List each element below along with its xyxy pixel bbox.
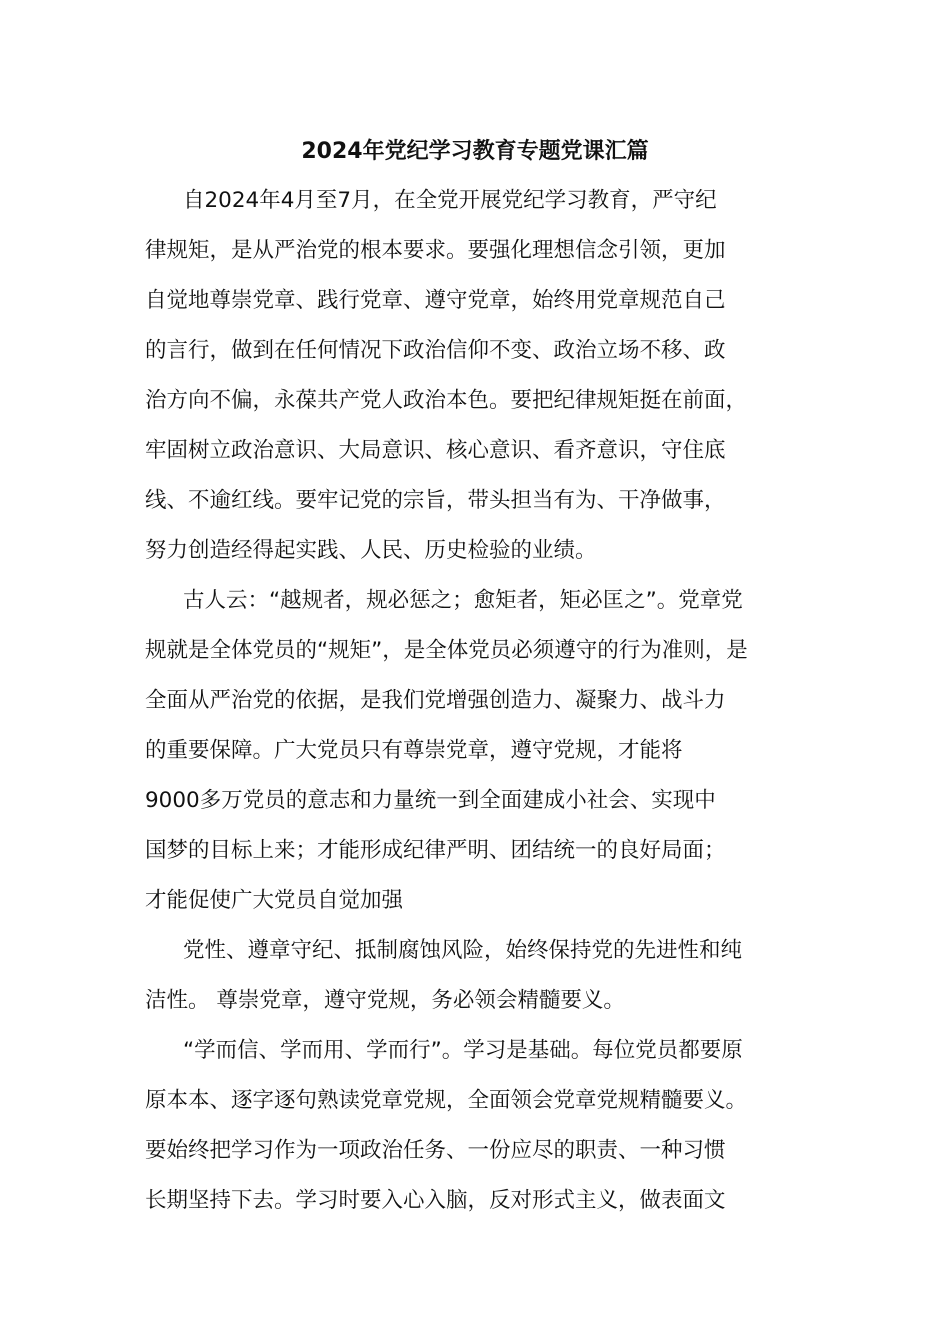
text-line: 自觉地尊崇党章、践行党章、遵守党章，始终用党章规范自己 [145,288,726,313]
document-title: 2024年党纪学习教育专题党课汇篇 [301,139,649,164]
text-line: 党性、遵章守纪、抵制腐蚀风险，始终保持党的先进性和纯 [183,938,743,963]
text-line: 规就是全体党员的“规矩”，是全体党员必须遵守的行为准则，是 [145,638,748,663]
text-line: “学而信、学而用、学而行”。学习是基础。每位党员都要原 [183,1038,743,1063]
text-line: 的重要保障。广大党员只有尊崇党章，遵守党规，才能将 [145,738,683,763]
document-body [145,176,825,1226]
text-line: 原本本、逐字逐句熟读党章党规，全面领会党章党规精髓要义。 [145,1088,748,1113]
text-line: 的言行，做到在任何情况下政治信仰不变、政治立场不移、政 [145,338,726,363]
text-line: 洁性。 尊崇党章，遵守党规，务必领会精髓要义。 [145,988,625,1013]
text-line: 律规矩，是从严治党的根本要求。要强化理想信念引领，更加 [145,238,726,263]
text-line: 长期坚持下去。学习时要入心入脑，反对形式主义，做表面文 [145,1188,726,1213]
text-line: 治方向不偏，永葆共产党人政治本色。要把纪律规矩挺在前面， [145,388,748,413]
text-line: 要始终把学习作为一项政治任务、一份应尽的职责、一种习惯 [145,1138,726,1163]
text-line: 自2024年4月至7月，在全党开展党纪学习教育，严守纪 [183,188,717,213]
text-line: 才能促使广大党员自觉加强 [145,888,404,913]
text-line: 国梦的目标上来；才能形成纪律严明、团结统一的良好局面； [145,838,726,863]
text-line: 全面从严治党的依据，是我们党增强创造力、凝聚力、战斗力 [145,688,726,713]
text-line: 古人云：“越规者，规必惩之；愈矩者，矩必匡之”。党章党 [183,588,743,613]
text-line: 牢固树立政治意识、大局意识、核心意识、看齐意识，守住底 [145,438,726,463]
text-line: 9000多万党员的意志和力量统一到全面建成小社会、实现中 [145,788,716,813]
text-line: 努力创造经得起实践、人民、历史检验的业绩。 [145,538,597,563]
text-line: 线、不逾红线。要牢记党的宗旨，带头担当有为、干净做事， [145,488,726,513]
